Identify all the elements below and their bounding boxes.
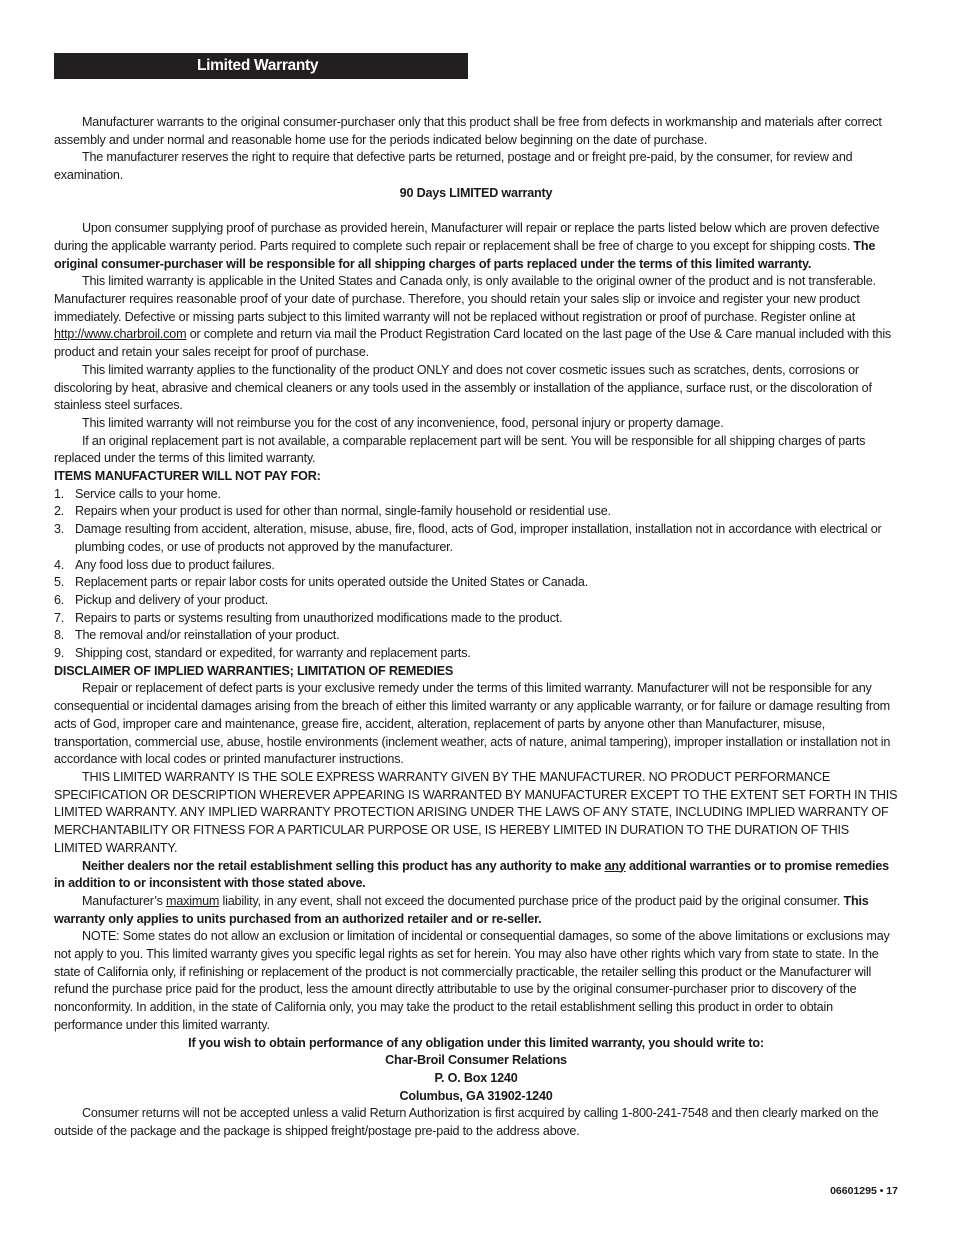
dealers-text: Neither dealers nor the retail establishment selling this product has any authority to make <box>82 858 605 873</box>
list-item-text: Repairs when your product is used for other than normal, single-family household or residential use. <box>75 504 611 519</box>
list-item <box>54 557 898 575</box>
note-paragraph: NOTE: Some states do not allow an exclusion or limitation of incidental or consequential damages, so some of the above limitations or exclusions may not apply to you. This limited warranty gives you specific legal rights as set for herein. You may also have other rights which vary from state to state. In the state of California only, if refinishing or replacement of the product is not commercially practicable, the retailer selling this product or the Manufacturer will refund the purchase price paid for the product, less the amount directly attributable to use by the original consumer-purchaser prior to discovery of the nonconformity. In addition, in the state of California only, you may take the product to the retail establishment selling this product in order to obtain performance under this limited warranty. <box>54 929 890 1032</box>
list-item-text: Repairs to parts or systems resulting from unauthorized modifications made to the product. <box>75 610 563 625</box>
warranty-page <box>54 53 898 1141</box>
items-heading: ITEMS MANUFACTURER WILL NOT PAY FOR: <box>54 469 321 484</box>
proof-text: Upon consumer supplying proof of purchase as provided herein, Manufacturer will repair or replace the parts listed below which are proven defective during the applicable warranty period. Parts required to complete such repair or replacement shall be free of charge to you except for shipping costs. <box>54 221 880 253</box>
applicability-text-after: or complete and return via mail the Product Registration Card located on the last page of the Use & Care manual included with this product and retain your sales receipt for proof of purchase. <box>54 327 892 360</box>
list-item <box>54 645 898 663</box>
list-item-number: 8. <box>54 628 65 643</box>
disclaimer-paragraph-2: THIS LIMITED WARRANTY IS THE SOLE EXPRESS WARRANTY GIVEN BY THE MANUFACTURER. NO PRODUCT PERFORMANCE SPECIFICATION OR DESCRIPTION WHEREVER APPEARING IS WARRANTED BY MANUFACTURER EXCEPT TO THE EXTENT SET FORTH IN THIS LIMITED WARRANTY. ANY IMPLIED WARRANTY PROTECTION ARISING UNDER THE LAWS OF ANY STATE, INCLUDING IMPLIED WARRANTY OF MERCHANTABILITY OR FITNESS FOR A PARTICULAR PURPOSE OR USE, IS HEREBY LIMITED IN DURATION TO THE DURATION OF THIS LIMITED WARRANTY. <box>54 770 898 855</box>
page-footer <box>830 1184 898 1198</box>
list-item-number: 9. <box>54 646 65 661</box>
liability-text-after: liability, in any event, shall not exceed the documented purchase price of the product paid by the original consumer. <box>219 893 841 908</box>
page-reference: 06601295 • 17 <box>830 1185 898 1197</box>
list-item-text: Replacement parts or repair labor costs for units operated outside the United States or Canada. <box>75 575 589 590</box>
intro-paragraph-1: Manufacturer warrants to the original consumer-purchaser only that this product shall be free from defects in workmanship and materials after correct assembly and under normal and reasonable home use for the periods indicated below beginning on the date of purchase. <box>54 115 882 147</box>
proof-paragraph <box>54 220 898 273</box>
list-item <box>54 627 898 645</box>
list-item-number: 5. <box>54 575 65 590</box>
list-item <box>54 486 898 504</box>
list-item-number: 6. <box>54 592 65 607</box>
contact-city: Columbus, GA 31902-1240 <box>399 1088 553 1103</box>
section-title-bar <box>54 53 468 79</box>
contact-name: Char-Broil Consumer Relations <box>385 1053 567 1068</box>
dealers-text-after: additional warranties or to promise remedies in addition to or inconsistent with those stated above. <box>54 858 889 891</box>
disclaimer-heading: DISCLAIMER OF IMPLIED WARRANTIES; LIMITATION OF REMEDIES <box>54 663 454 678</box>
list-item <box>54 521 898 556</box>
list-item <box>54 592 898 610</box>
list-item-number: 7. <box>54 610 65 625</box>
list-item-text: Damage resulting from accident, alteration, misuse, abuse, fire, flood, acts of God, improper installation, installation not in accordance with electrical or plumbing codes, or use of products not approved by the manufacturer. <box>75 522 882 554</box>
liability-underlined: maximum <box>166 893 220 908</box>
replacement-paragraph: If an original replacement part is not available, a comparable replacement part will be sent. You will be responsible for all shipping charges of parts replaced under the terms of this limited warranty. <box>54 433 866 466</box>
list-item-number: 1. <box>54 486 65 501</box>
items-list <box>54 486 898 663</box>
dealers-paragraph <box>54 858 898 893</box>
list-item-number: 4. <box>54 557 65 572</box>
applicability-paragraph <box>54 273 898 362</box>
contact-po-box: P. O. Box 1240 <box>434 1070 518 1085</box>
reimburse-paragraph: This limited warranty will not reimburse you for the cost of any inconvenience, food, personal injury or property damage. <box>82 415 724 430</box>
dealers-underlined: any <box>604 858 626 873</box>
contact-intro: If you wish to obtain performance of any obligation under this limited warranty, you should write to: <box>188 1035 764 1050</box>
charbroil-website-link[interactable]: http://www.charbroil.com <box>54 327 187 342</box>
functionality-paragraph: This limited warranty applies to the functionality of the product ONLY and does not cover cosmetic issues such as scratches, dents, corrosions or discoloring by heat, abrasive and chemical cleaners or any tools used in the assembly or installation of the appliance, surface rust, or the discoloration of stainless steel surfaces. <box>54 362 872 413</box>
applicability-text: This limited warranty is applicable in the United States and Canada only, is only available to the original owner of the product and is not transferable. Manufacturer requires reasonable proof of your date of purchase. Therefore, you should retain your sales slip or invoice and register your new product immediately. Defective or missing parts subject to this limited warranty will not be replaced without registration or proof of purchase. Register online at <box>54 274 876 324</box>
list-item <box>54 610 898 628</box>
list-item-text: Shipping cost, standard or expedited, for warranty and replacement parts. <box>75 646 471 661</box>
list-item <box>54 574 898 592</box>
section-title: Limited Warranty <box>197 57 319 74</box>
proof-bold-text: The original consumer-purchaser will be responsible for all shipping charges of parts replaced under the terms of this limited warranty. <box>54 238 876 271</box>
list-item-text: Pickup and delivery of your product. <box>75 592 269 607</box>
list-item-number: 2. <box>54 504 65 519</box>
intro-paragraph-2: The manufacturer reserves the right to require that defective parts be returned, postage and or freight pre-paid, by the consumer, for review and examination. <box>54 150 853 183</box>
list-item <box>54 503 898 521</box>
list-item-text: Any food loss due to product failures. <box>75 557 275 572</box>
list-item-number: 3. <box>54 522 65 537</box>
disclaimer-paragraph-1: Repair or replacement of defect parts is your exclusive remedy under the terms of this limited warranty. Manufacturer will not be responsible for any consequential or incidental damages arising from the breach of either this limited warranty or any applicable warranty, or for failure or damage resulting from acts of God, improper care and maintenance, grease fire, accident, alteration, replacement of parts by anyone other than Manufacturer, misuse, transportation, commercial use, abuse, hostile environments (inclement weather, acts of nature, animal tampering), improper installation or installation not in accordance with local codes or printed manufacturer instructions. <box>54 681 891 767</box>
list-item-text: The removal and/or reinstallation of your product. <box>75 628 340 643</box>
liability-text: Manufacturer’s <box>82 893 167 908</box>
liability-paragraph <box>54 893 898 928</box>
returns-paragraph: Consumer returns will not be accepted unless a valid Return Authorization is first acquired by calling 1-800-241-7548 and then clearly marked on the outside of the package and the package is shipped freight/postage pre-paid to the address above. <box>54 1106 879 1139</box>
liability-bold-text: This warranty only applies to units purchased from an authorized retailer and or re-seller. <box>54 893 869 926</box>
list-item-text: Service calls to your home. <box>75 486 221 501</box>
warranty-period-heading: 90 Days LIMITED warranty <box>399 185 553 200</box>
